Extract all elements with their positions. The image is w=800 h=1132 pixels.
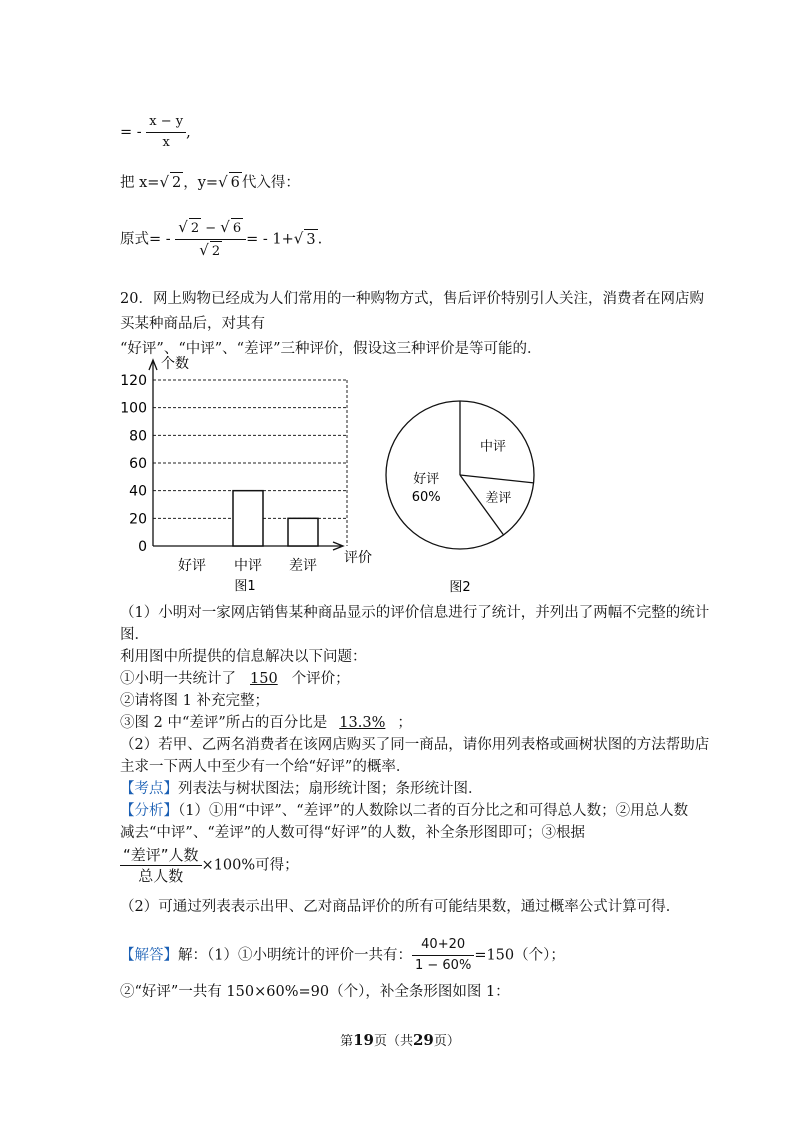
fenxi-fraction-suffix: ×100%可得； [201,857,299,874]
formula-prefix: = - [120,124,147,141]
question-1-iii-prompt: ③图 2 中“差评”所占的百分比是 [120,715,328,731]
question-1-i-prompt: ①小明一共统计了 [120,671,236,687]
fenxi-fraction-line [120,845,299,886]
question-1-text-1: （1）小明对一家网店销售某种商品显示的评价信息进行了统计，并列出了两幅不完整的统计 [120,605,710,621]
y-axis-label: 个数 [161,356,189,372]
jieda-text-1: 解：（1）①小明统计的评价一共有： [178,947,412,964]
question-1-iii-suffix: ； [397,715,412,731]
kaodian-text: 列表法与树状图法；扇形统计图；条形统计图． [178,781,483,797]
substitution-text-b: ，y= [183,175,219,191]
fenxi-text-3: （2）可通过列表表示出甲、乙对商品评价的所有可能结果数，通过概率公式计算可得． [120,899,681,915]
x-category-label: 差评 [289,558,317,574]
pie-chart [380,388,550,597]
y-tick-label: 0 [138,539,147,555]
jieda-result: =150（个）； [474,947,565,964]
substitution-text-a: 把 x= [120,175,160,191]
footer-text-c: 页） [433,1034,460,1049]
pie-slice-label: 中评 [480,439,507,455]
y-tick-label: 100 [120,400,147,417]
fraction-numerator: x − y [146,112,186,133]
fenxi-text-2: 减去“中评”、“差评”的人数可得“好评”的人数，补全条形图即可；③根据 [120,825,585,841]
fraction-numerator: 40+20 [412,935,474,956]
sqrt-6: 6 [229,172,242,193]
sqrt-2: 2 [189,218,201,239]
bar-chart [115,352,380,597]
fraction [412,935,474,976]
y-tick-label: 80 [129,428,147,445]
total-pages: 29 [413,1031,434,1049]
sqrt-2: 2 [170,172,183,193]
fraction [120,845,202,886]
footer-text-b: 页（共 [373,1034,413,1049]
jieda-text-2: ②“好评”一共有 150×60%=90（个），补全条形图如图 1： [120,984,510,1000]
formula-original: 原式= - [120,231,176,248]
answer-percentage: 13.3% [339,715,386,731]
x-category-label: 好评 [178,558,206,574]
formula-suffix: , [186,124,191,141]
y-tick-label: 20 [129,511,147,528]
pie-slice-percent: 60% [411,489,441,505]
footer-text-a: 第 [340,1034,354,1049]
question-1-text-2: 图． [120,627,149,643]
question-1-i-suffix: 个评价； [291,671,350,687]
sqrt-3: 3 [304,229,317,250]
current-page-number: 19 [353,1031,374,1049]
bar-差评 [288,518,318,546]
problem-text-2: 买某种商品后，对其有 [120,316,265,332]
question-2-text-1: （2）若甲、乙两名消费者在该网店购买了同一商品，请你用列表格或画树状图的方法帮助店 [120,737,710,753]
problem-text-1: 20．网上购物已经成为人们常用的一种购物方式，售后评价特别引人关注，消费者在网店购 [120,291,704,307]
pie-slice-label: 差评 [485,491,512,507]
question-1-ii: ②请将图 1 补充完整； [120,693,269,709]
x-axis-label: 评价 [344,550,372,566]
jieda-line-1 [120,935,565,976]
fraction-numerator: “差评”人数 [120,845,202,866]
question-1-i [120,669,350,689]
fenxi-line-1 [120,801,688,821]
y-tick-label: 60 [129,456,147,472]
minus: − [201,221,221,236]
problem-text-3: “好评”、“中评”、“差评”三种评价，假设这三种评价是等可能的． [120,341,542,357]
fraction-denominator: √ 2 [175,240,246,262]
bar-中评 [233,491,263,546]
sqrt-6: 6 [231,218,243,239]
fraction [175,217,246,262]
page-footer [0,1030,800,1049]
sqrt-2: 2 [210,241,222,262]
formula-result: = - 1+ [246,231,294,248]
fenxi-tag: 【分析】 [120,803,178,819]
y-tick-label: 120 [120,373,147,389]
jieda-tag: 【解答】 [120,947,178,964]
y-tick-label: 40 [129,483,147,500]
fraction-denominator: x [162,135,170,150]
formula-line-1 [120,112,191,153]
answer-total-count: 150 [250,671,278,687]
chart-caption: 图2 [449,580,471,595]
fraction-denominator: 总人数 [138,867,184,885]
chart-caption: 图1 [234,579,256,594]
formula-line-3: 原式= - $\frac{√ 2 - √ 6}{√ 2}$ = - 1+√ 3 . [120,217,322,262]
kaodian-tag: 【考点】 [120,781,178,797]
fraction-numerator: √ 2 − √ 6 [175,217,246,240]
question-1-iii [120,713,412,733]
substitution-line: 把 x=√ 2 ，y=√ 6 代入得： [120,173,300,191]
formula-period: . [317,231,323,248]
question-2-text-2: 主求一下两人中至少有一个给“好评”的概率． [120,759,411,775]
pie-slice-label: 好评 [413,471,440,487]
fraction [146,112,186,153]
question-1-text-3: 利用图中所提供的信息解决以下问题： [120,649,367,665]
fraction-denominator: 1 − 60% [414,958,472,973]
substitution-text-c: 代入得： [241,175,300,191]
x-category-label: 中评 [234,558,262,574]
fenxi-text-1: （1）①用“中评”、“差评”的人数除以二者的百分比之和可得总人数；②用总人数 [178,803,689,819]
kaodian-line [120,779,483,799]
